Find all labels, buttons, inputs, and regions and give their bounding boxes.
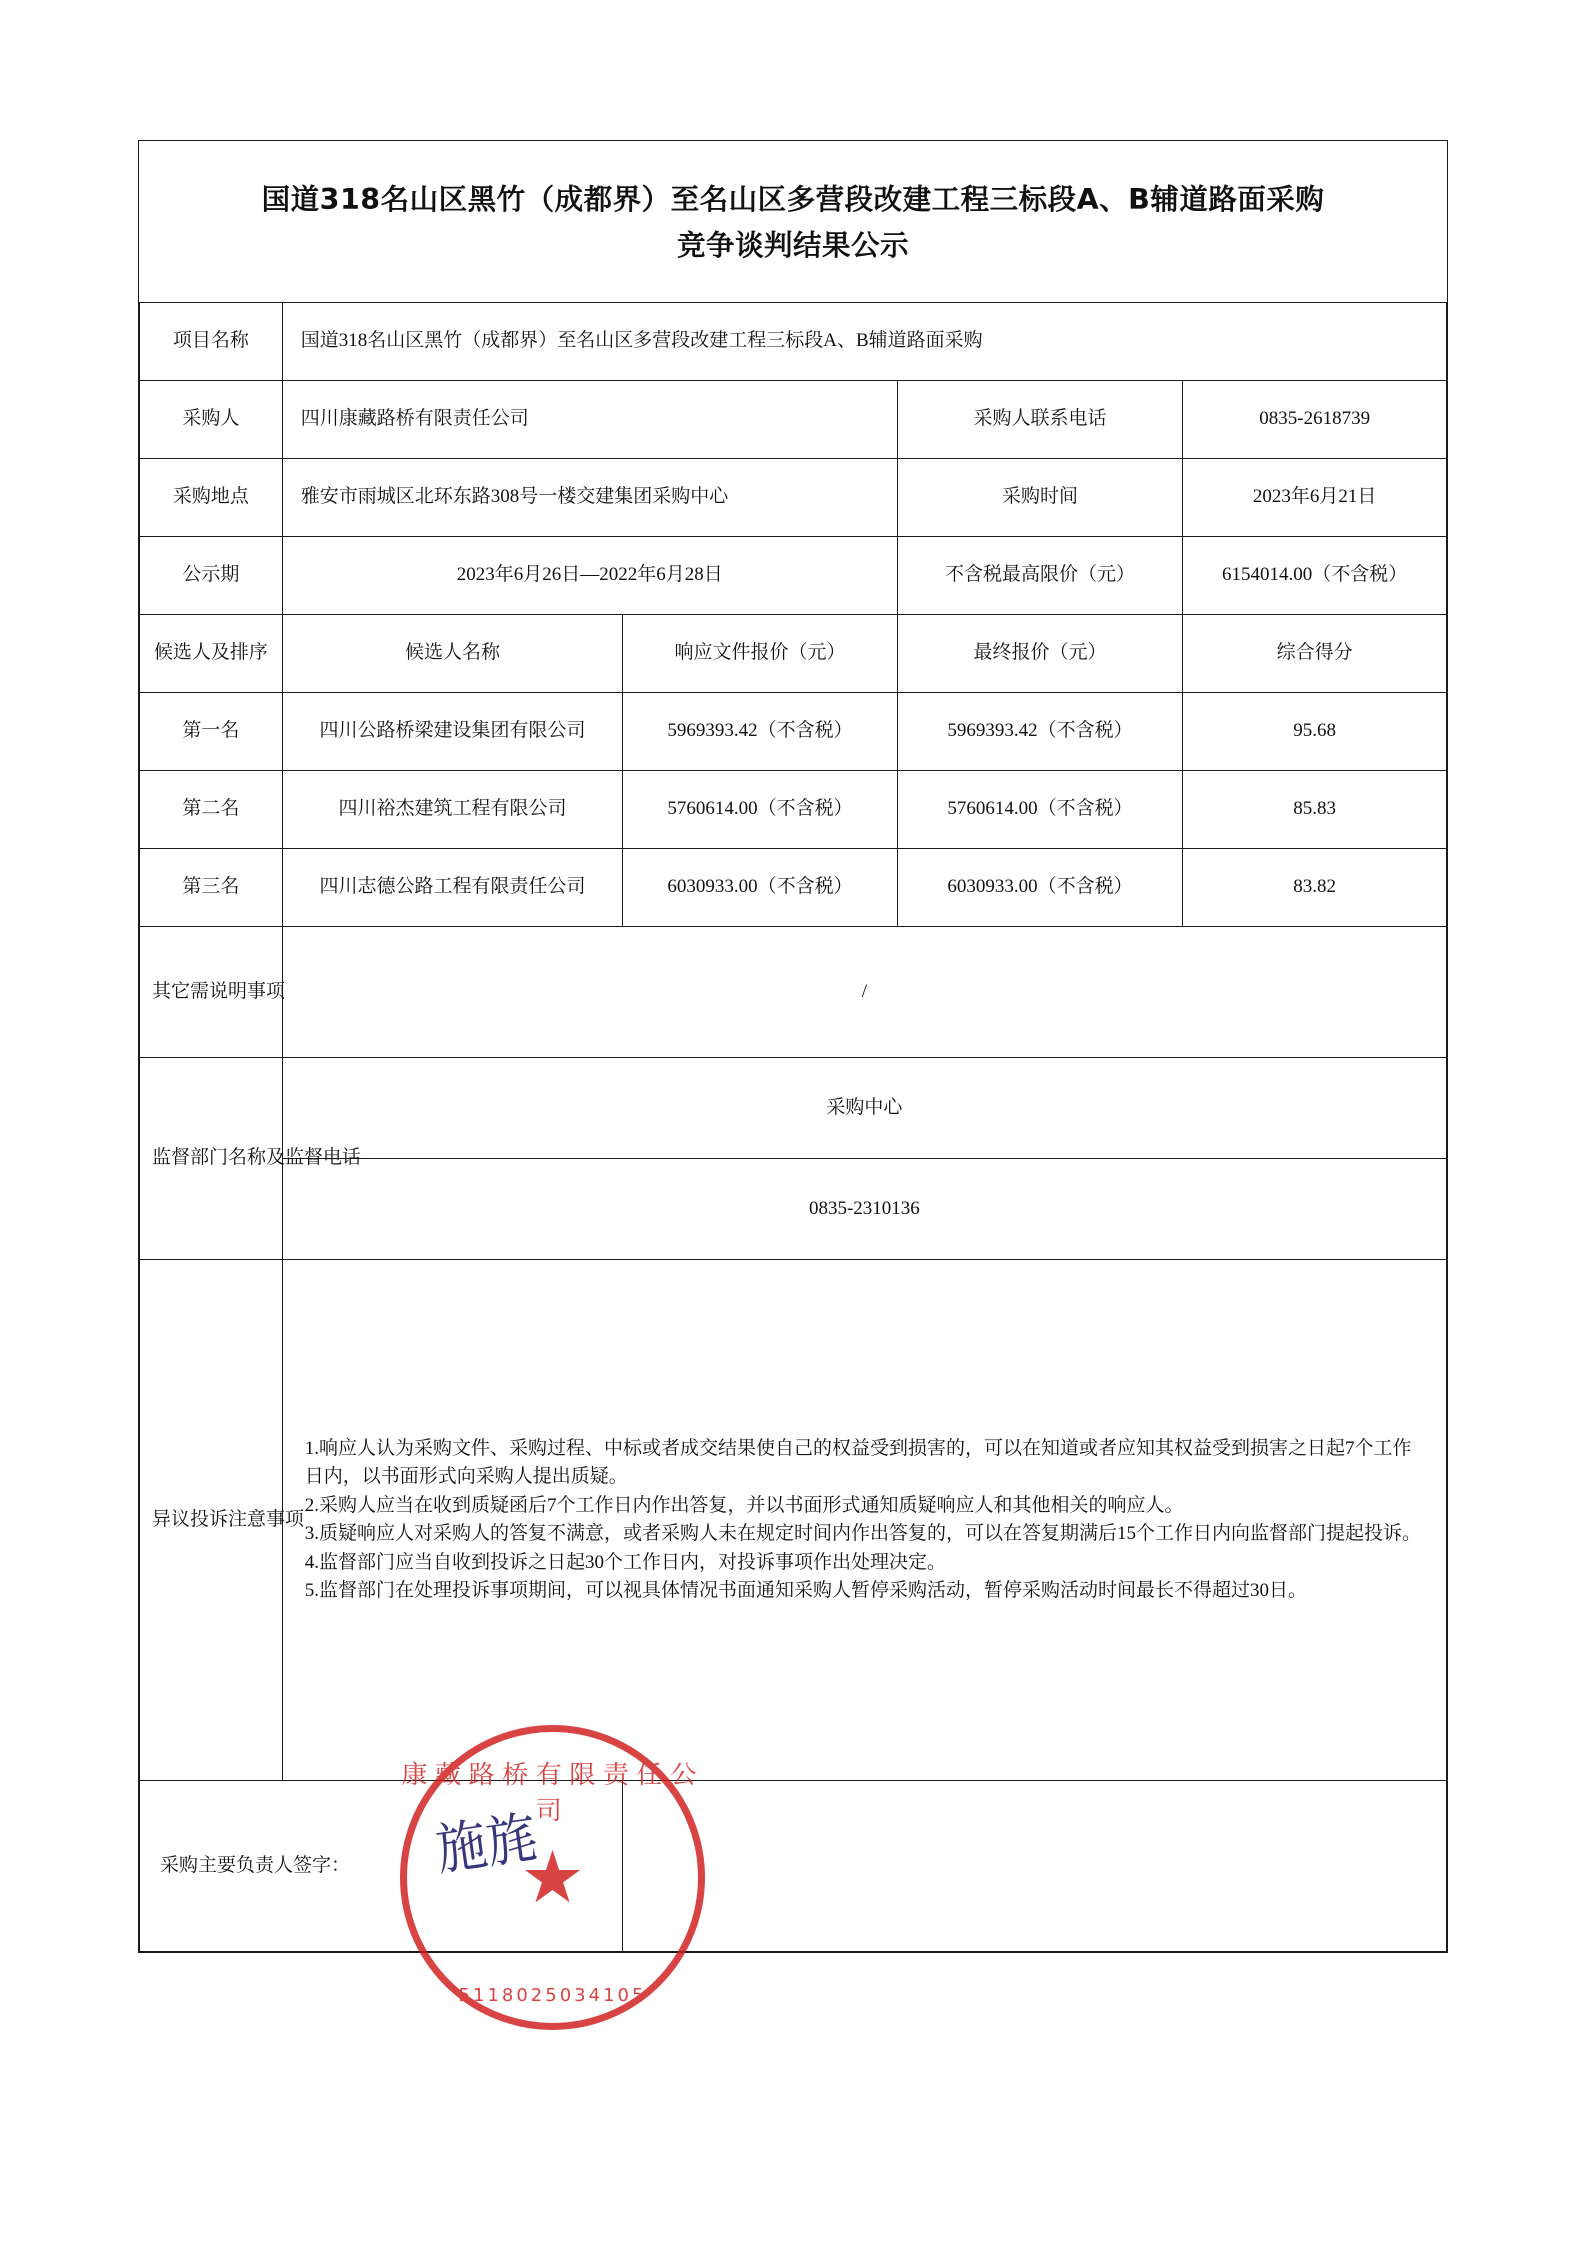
candidate-name: 四川公路桥梁建设集团有限公司 [282,693,622,771]
purchaser-label: 采购人 [140,381,283,459]
supervision-phone-value: 0835-2310136 [282,1159,1446,1260]
candidates-rank-label: 候选人及排序 [140,615,283,693]
purchaser-phone-label: 采购人联系电话 [897,381,1183,459]
candidates-header-row [140,615,1447,693]
star-icon: ★ [520,1837,585,1918]
supervision-phone-row [140,1159,1447,1260]
candidate-bid-price: 5760614.00（不含税） [623,771,898,849]
candidate-bid-price: 5969393.42（不含税） [623,693,898,771]
candidate-final-price: 6030933.00（不含税） [897,849,1183,927]
candidates-col-score: 综合得分 [1183,615,1447,693]
table-row [140,537,1447,615]
max-price-label: 不含税最高限价（元） [897,537,1183,615]
table-row [140,693,1447,771]
other-notes-label: 其它需说明事项 [140,927,283,1058]
max-price-value: 6154014.00（不含税） [1183,537,1447,615]
other-notes-value: / [282,927,1446,1058]
candidate-score: 95.68 [1183,693,1447,771]
page-title-line2: 竞争谈判结果公示 [676,228,909,262]
supervision-dept-value: 采购中心 [282,1058,1446,1159]
publicity-period-label: 公示期 [140,537,283,615]
objection-item: 4.监督部门应当自收到投诉之日起30个工作日内，对投诉事项作出处理决定。 [304,1551,947,1573]
title-row [140,141,1447,303]
candidates-col-bid-price: 响应文件报价（元） [623,615,898,693]
objection-label: 异议投诉注意事项 [140,1260,283,1781]
project-name-label: 项目名称 [140,303,283,381]
purchase-place-value: 雅安市雨城区北环东路308号一楼交建集团采购中心 [282,459,897,537]
other-notes-row [140,927,1447,1058]
objection-notes [282,1260,1446,1781]
supervision-label: 监督部门名称及监督电话 [140,1058,283,1260]
purchaser-phone-value: 0835-2618739 [1183,381,1447,459]
seal-top-text: 康藏路桥有限责任公司 [401,1760,704,1825]
objection-item: 2.采购人应当在收到质疑函后7个工作日内作出答复，并以书面形式通知质疑响应人和其他相关的响应人。 [304,1494,1184,1516]
purchaser-value: 四川康藏路桥有限责任公司 [282,381,897,459]
candidate-rank: 第三名 [140,849,283,927]
candidate-bid-price: 6030933.00（不含税） [623,849,898,927]
table-row [140,771,1447,849]
purchase-time-label: 采购时间 [897,459,1183,537]
page-title-line1: 国道318名山区黑竹（成都界）至名山区多营段改建工程三标段A、B辅道路面采购 [261,183,1325,216]
objection-item: 3.质疑响应人对采购人的答复不满意，或者采购人未在规定时间内作出答复的，可以在答复期满后15个工作日内向监督部门提起投诉。 [304,1523,1422,1545]
candidate-name: 四川志德公路工程有限责任公司 [282,849,622,927]
table-row [140,849,1447,927]
candidate-rank: 第一名 [140,693,283,771]
signature-row [140,1781,1447,1952]
purchase-time-value: 2023年6月21日 [1183,459,1447,537]
candidates-col-name: 候选人名称 [282,615,622,693]
candidate-score: 85.83 [1183,771,1447,849]
objection-row [140,1260,1447,1781]
purchase-place-label: 采购地点 [140,459,283,537]
candidates-col-final-price: 最终报价（元） [897,615,1183,693]
candidate-final-price: 5760614.00（不含税） [897,771,1183,849]
table-row [140,303,1447,381]
table-row [140,381,1447,459]
seal-bottom-text: 5118025034105 [458,1985,647,2006]
supervision-dept-row [140,1058,1447,1159]
notice-table [139,141,1447,1952]
table-row [140,459,1447,537]
publicity-period-value: 2023年6月26日—2022年6月28日 [282,537,897,615]
candidate-final-price: 5969393.42（不含税） [897,693,1183,771]
project-name-value: 国道318名山区黑竹（成都界）至名山区多营段改建工程三标段A、B辅道路面采购 [282,303,1446,381]
candidate-name: 四川裕杰建筑工程有限公司 [282,771,622,849]
objection-item: 5.监督部门在处理投诉事项期间，可以视具体情况书面通知采购人暂停采购活动，暂停采购活动时间最长不得超过30日。 [304,1580,1308,1602]
page-title [140,141,1447,303]
objection-item: 1.响应人认为采购文件、采购过程、中标或者成交结果使自己的权益受到损害的，可以在知道或者应知其权益受到损害之日起7个工作日内，以书面形式向采购人提出质疑。 [304,1437,1412,1488]
signature-label: 采购主要负责人签字： [140,1781,623,1952]
handwritten-signature: 施旄 [432,1805,542,1884]
candidate-rank: 第二名 [140,771,283,849]
candidate-score: 83.82 [1183,849,1447,927]
signature-area [623,1781,1447,1952]
notice-table-container [138,140,1448,1953]
